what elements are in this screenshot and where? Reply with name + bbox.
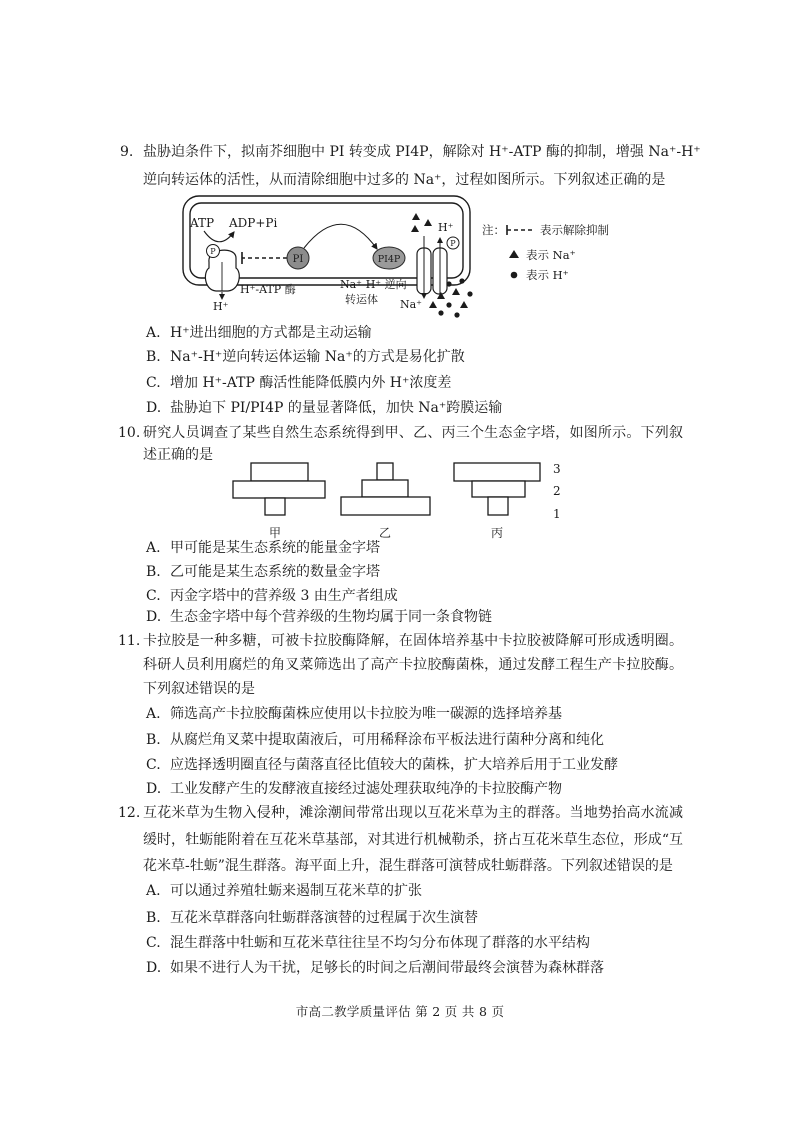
trophic-level-number: 2 (553, 484, 561, 498)
legend-note: 注： (482, 223, 505, 237)
na-ion-icon (411, 225, 419, 232)
option-b (146, 730, 604, 750)
option-letter: D. (146, 400, 162, 416)
na-out-label: Na⁺ (400, 298, 422, 311)
antiporter-label: 转运体 (345, 293, 378, 306)
legend-h-text: 表示 H⁺ (526, 268, 569, 282)
option-letter: D. (146, 609, 162, 625)
question-stem-line: 盐胁迫条件下，拟南芥细胞中 PI 转变成 PI4P，解除对 H⁺-ATP 酶的抑制，增强 Na⁺-H⁺ (143, 144, 701, 160)
h-ion-icon (467, 291, 472, 296)
phosphate-label: P (450, 239, 456, 248)
option-text: 丙金字塔中的营养级 3 由生产者组成 (170, 588, 398, 604)
option-c (146, 373, 451, 393)
question-stem-line: 互花米草为生物入侵种，滩涂潮间带常出现以互花米草为主的群落。当地势抬高水流减 (143, 805, 683, 821)
na-ion-icon (412, 213, 420, 220)
option-letter: A. (146, 706, 161, 722)
option-text: 工业发酵产生的发酵液直接经过滤处理获取纯净的卡拉胶酶产物 (170, 781, 562, 797)
option-text: 生态金字塔中每个营养级的生物均属于同一条食物链 (170, 609, 492, 625)
pyramid-yi-level-1 (341, 497, 430, 515)
phosphate-label: P (210, 247, 216, 256)
pyramid-jia-level-1 (265, 498, 285, 515)
option-letter: B. (146, 910, 161, 926)
legend-na-text: 表示 Na⁺ (526, 248, 576, 262)
question-number: 10. (118, 425, 141, 441)
option-d (146, 958, 604, 978)
question-stem-line: 下列叙述错误的是 (143, 681, 255, 697)
h-ion-icon (459, 278, 464, 283)
option-text: 盐胁迫下 PI/PI4P 的量显著降低，加快 Na⁺跨膜运输 (170, 400, 503, 416)
question-number: 9. (120, 144, 134, 160)
option-d (146, 607, 492, 627)
legend-h-icon (511, 272, 518, 279)
option-b (146, 347, 465, 367)
h-in-label: H⁺ (438, 221, 454, 234)
trophic-level-number: 1 (553, 507, 561, 521)
option-text: 甲可能是某生态系统的能量金字塔 (170, 540, 380, 556)
na-ion-icon (429, 301, 437, 308)
option-letter: C. (146, 375, 161, 391)
question-stem-line: 花米草-牡蛎”混生群落。海平面上升，混生群落可演替成牡蛎群落。下列叙述错误的是 (143, 858, 673, 874)
question-stem-line: 逆向转运体的活性，从而清除细胞中过多的 Na⁺，过程如图所示。下列叙述正确的是 (143, 172, 666, 188)
option-a (146, 881, 422, 901)
option-text: 混生群落中牡蛎和互花米草往往呈不均匀分布体现了群落的水平结构 (170, 935, 590, 951)
option-c (146, 586, 398, 606)
question-stem-line: 述正确的是 (143, 447, 213, 463)
adp-label: ADP+Pi (229, 216, 278, 230)
atp-label: ATP (190, 216, 215, 230)
option-letter: B. (146, 564, 161, 580)
pyramid-jia-level-2 (233, 481, 325, 498)
option-letter: D. (146, 960, 162, 976)
na-ion-icon (424, 219, 432, 226)
option-text: 增加 H⁺-ATP 酶活性能降低膜内外 H⁺浓度差 (170, 375, 452, 391)
option-letter: A. (146, 325, 161, 341)
option-d (146, 398, 502, 418)
option-letter: B. (146, 732, 161, 748)
trophic-level-number: 3 (553, 462, 561, 476)
option-letter: B. (146, 349, 161, 365)
h-ion-icon (438, 310, 443, 315)
pi4p-label: PI4P (377, 254, 401, 265)
option-a (146, 323, 372, 343)
legend-inhibit-text: 表示解除抑制 (540, 223, 609, 237)
option-a (146, 704, 562, 724)
pyramid-label: 甲 (268, 526, 282, 540)
option-d (146, 779, 562, 799)
option-letter: D. (146, 781, 162, 797)
h-ion-icon (454, 312, 459, 317)
pyramid-bing-level-3 (454, 463, 540, 481)
na-ion-icon (452, 288, 460, 295)
h-ion-icon (446, 281, 451, 286)
na-ion-icon (460, 301, 468, 308)
pyramid-yi-level-2 (362, 480, 408, 497)
option-b (146, 562, 380, 582)
ecological-pyramids-diagram (225, 455, 570, 545)
option-letter: C. (146, 757, 161, 773)
question-number: 11. (118, 633, 141, 649)
h-atpase-label: H⁺-ATP 酶 (240, 283, 296, 296)
option-text: 筛选高产卡拉胶酶菌株应使用以卡拉胶为唯一碳源的选择培养基 (170, 706, 562, 722)
pyramid-label: 乙 (378, 526, 392, 540)
option-text: 从腐烂角叉菜中提取菌液后，可用稀释涂布平板法进行菌种分离和纯化 (170, 732, 604, 748)
h-ion-icon (446, 302, 451, 307)
option-text: 乙可能是某生态系统的数量金字塔 (170, 564, 380, 580)
option-c (146, 933, 590, 953)
option-text: 可以通过养殖牡蛎来遏制互花米草的扩张 (170, 883, 422, 899)
pyramid-bing-level-2 (472, 481, 525, 497)
antiporter-label: Na⁺-H⁺ 逆向 (340, 278, 407, 291)
question-number: 12. (118, 805, 141, 821)
option-text: H⁺进出细胞的方式都是主动运输 (170, 325, 372, 341)
option-text: 如果不进行人为干扰，足够长的时间之后潮间带最终会演替为森林群落 (170, 960, 604, 976)
option-letter: C. (146, 588, 161, 604)
pyramid-jia-level-3 (251, 463, 308, 481)
option-c (146, 755, 618, 775)
atp-hydrolysis-arrow (204, 231, 234, 242)
pi-conversion-arrow (304, 224, 377, 249)
option-text: Na⁺-H⁺逆向转运体运输 Na⁺的方式是易化扩散 (170, 349, 465, 365)
question-stem-line: 卡拉胶是一种多糖，可被卡拉胶酶降解，在固体培养基中卡拉胶被降解可形成透明圈。 (143, 633, 683, 649)
option-text: 互花米草群落向牡蛎群落演替的过程属于次生演替 (170, 910, 478, 926)
legend-na-icon (509, 250, 519, 258)
option-letter: C. (146, 935, 161, 951)
option-text: 应选择透明圈直径与菌落直径比值较大的菌株，扩大培养后用于工业发酵 (170, 757, 618, 773)
question-stem-line: 科研人员利用腐烂的角叉菜筛选出了高产卡拉胶酶菌株，通过发酵工程生产卡拉胶酶。 (143, 657, 683, 673)
pi-label: PI (292, 254, 304, 265)
question-stem-line: 研究人员调查了某些自然生态系统得到甲、乙、丙三个生态金字塔，如图所示。下列叙 (143, 425, 683, 441)
option-letter: A. (146, 540, 161, 556)
option-b (146, 908, 478, 928)
option-letter: A. (146, 883, 161, 899)
pyramid-bing-level-1 (488, 497, 508, 515)
pyramid-label: 丙 (490, 526, 504, 540)
page-footer: 市高二教学质量评估 第 2 页 共 8 页 (295, 1004, 505, 1019)
salt-stress-diagram (175, 188, 635, 323)
option-a (146, 538, 380, 558)
h-out-label: H⁺ (213, 300, 229, 313)
pyramid-yi-level-3 (377, 463, 393, 480)
question-stem-line: 缓时，牡蛎能附着在互花米草基部，对其进行机械勒杀，挤占互花米草生态位，形成“互 (143, 832, 683, 848)
